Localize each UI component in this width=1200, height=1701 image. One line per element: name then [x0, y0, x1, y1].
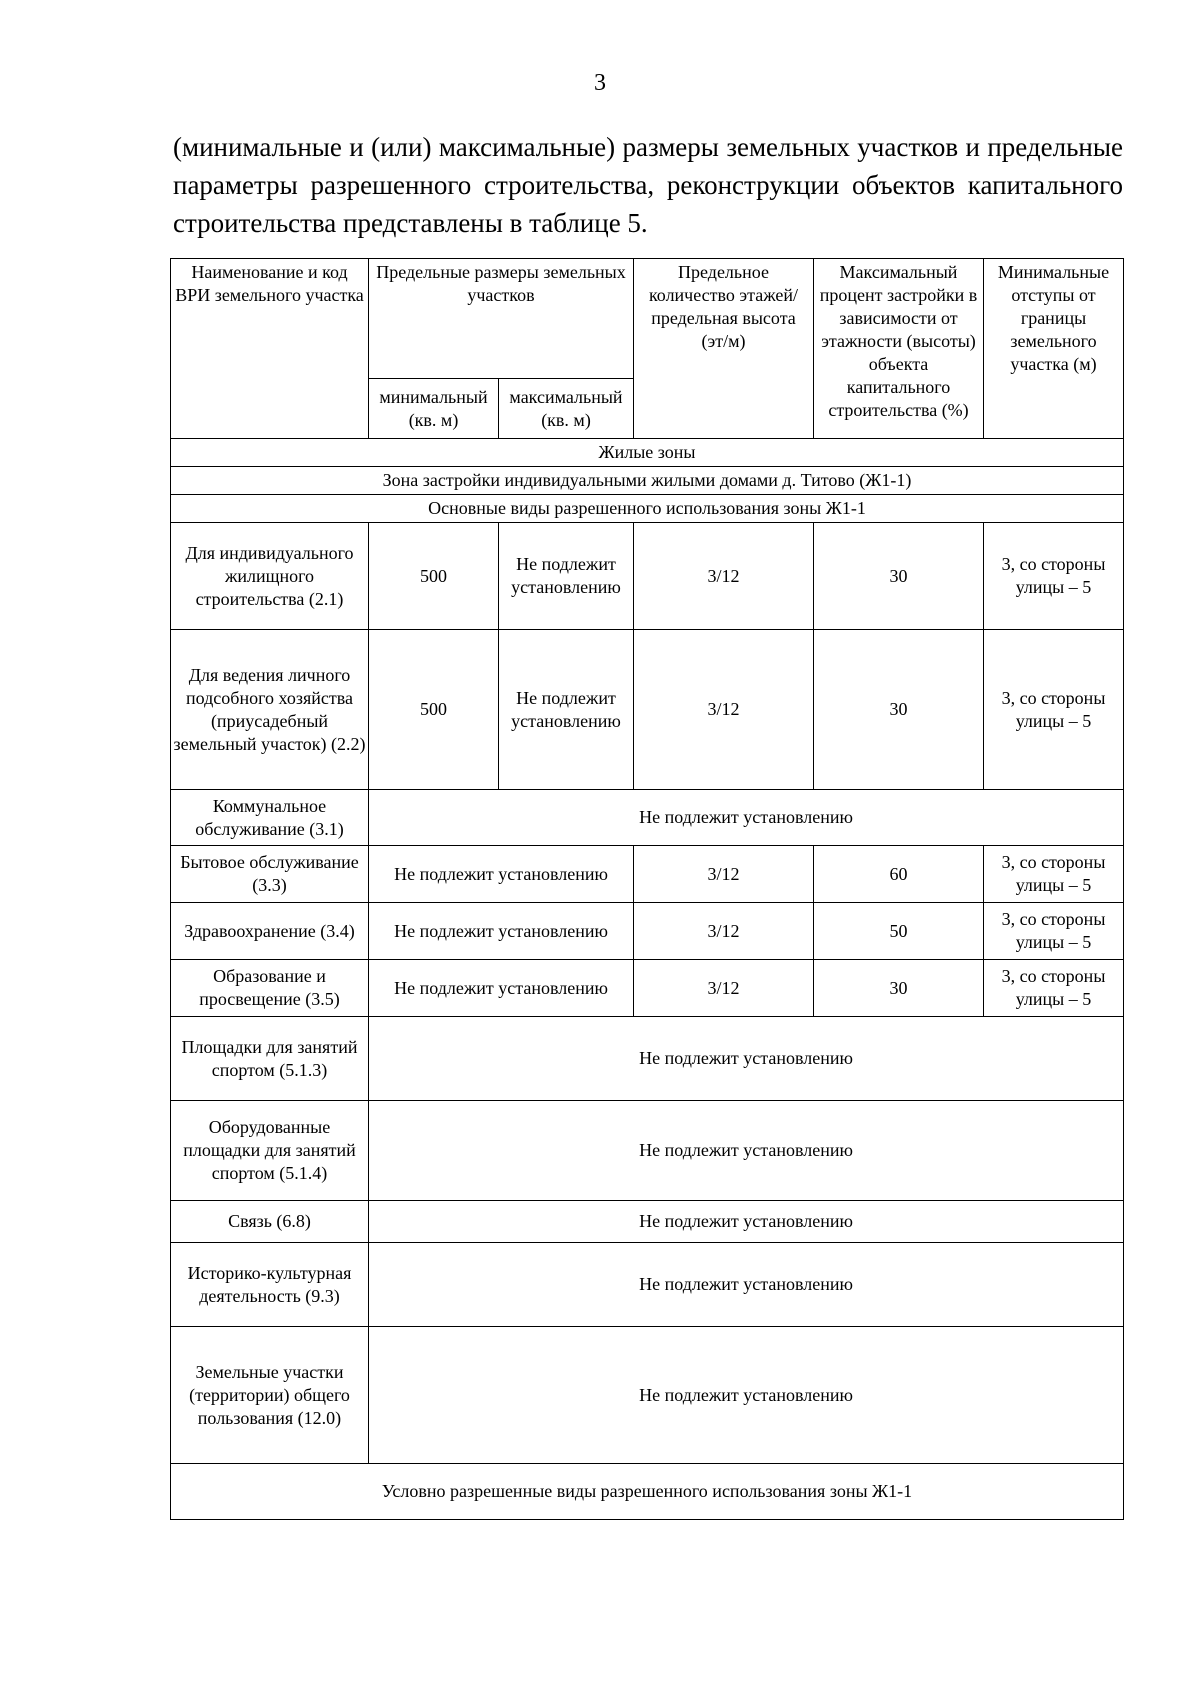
table-row [171, 1327, 1124, 1464]
floors-height: 3/12 [634, 846, 814, 903]
table-row [171, 790, 1124, 846]
use-name: Связь (6.8) [171, 1201, 369, 1243]
table-row [171, 903, 1124, 960]
zone-title: Зона застройки индивидуальными жилыми домами д. Титово (Ж1-1) [171, 467, 1124, 495]
sizes-value: Не подлежит установлению [369, 846, 634, 903]
floors-height: 3/12 [634, 903, 814, 960]
use-name: Оборудованные площадки для занятий спортом (5.1.4) [171, 1101, 369, 1201]
header-floors: Предельное количество этажей/ предельная высота (эт/м) [634, 259, 814, 439]
zone-group-title: Жилые зоны [171, 439, 1124, 467]
merged-value: Не подлежит установлению [369, 1017, 1124, 1101]
main-uses-title: Основные виды разрешенного использования зоны Ж1-1 [171, 495, 1124, 523]
table-row [171, 846, 1124, 903]
land-use-table [170, 258, 1124, 1520]
coverage-percent: 30 [814, 630, 984, 790]
setback: 3, со стороны улицы – 5 [984, 960, 1124, 1017]
floors-height: 3/12 [634, 960, 814, 1017]
coverage-percent: 50 [814, 903, 984, 960]
setback: 3, со стороны улицы – 5 [984, 630, 1124, 790]
min-size: 500 [369, 630, 499, 790]
use-name: Площадки для занятий спортом (5.1.3) [171, 1017, 369, 1101]
setback: 3, со стороны улицы – 5 [984, 903, 1124, 960]
merged-value: Не подлежит установлению [369, 790, 1124, 846]
header-sizes: Предельные размеры земельных участков [369, 259, 634, 379]
max-size: Не подлежит установлению [499, 630, 634, 790]
use-name: Историко-культурная деятельность (9.3) [171, 1243, 369, 1327]
use-name: Здравоохранение (3.4) [171, 903, 369, 960]
sizes-value: Не подлежит установлению [369, 903, 634, 960]
max-size: Не подлежит установлению [499, 523, 634, 630]
floors-height: 3/12 [634, 523, 814, 630]
table-row [171, 1017, 1124, 1101]
use-name: Образование и просвещение (3.5) [171, 960, 369, 1017]
coverage-percent: 30 [814, 523, 984, 630]
use-name: Для ведения личного подсобного хозяйства (приусадебный земельный участок) (2.2) [171, 630, 369, 790]
setback: 3, со стороны улицы – 5 [984, 523, 1124, 630]
setback: 3, со стороны улицы – 5 [984, 846, 1124, 903]
use-name: Бытовое обслуживание (3.3) [171, 846, 369, 903]
intro-paragraph: (минимальные и (или) максимальные) размеры земельных участков и предельные параметры разрешенного строительства, реконструкции объектов капитального строительства представлены в таблице 5. [173, 132, 1123, 238]
page-number: 3 [594, 70, 606, 96]
table-row [171, 960, 1124, 1017]
min-size: 500 [369, 523, 499, 630]
header-coverage: Максимальный процент застройки в зависимости от этажности (высоты) объекта капитального строительства (%) [814, 259, 984, 439]
merged-value: Не подлежит установлению [369, 1243, 1124, 1327]
table-row [171, 1201, 1124, 1243]
header-name: Наименование и код ВРИ земельного участка [171, 259, 369, 439]
table-row [171, 1243, 1124, 1327]
merged-value: Не подлежит установлению [369, 1101, 1124, 1201]
coverage-percent: 60 [814, 846, 984, 903]
use-name: Для индивидуального жилищного строительства (2.1) [171, 523, 369, 630]
use-name: Коммунальное обслуживание (3.1) [171, 790, 369, 846]
merged-value: Не подлежит установлению [369, 1201, 1124, 1243]
header-min: минимальный (кв. м) [369, 379, 499, 439]
header-max: максимальный (кв. м) [499, 379, 634, 439]
use-name: Земельные участки (территории) общего пользования (12.0) [171, 1327, 369, 1464]
sizes-value: Не подлежит установлению [369, 960, 634, 1017]
table-row [171, 523, 1124, 630]
conditional-uses-title: Условно разрешенные виды разрешенного использования зоны Ж1-1 [171, 1464, 1124, 1520]
floors-height: 3/12 [634, 630, 814, 790]
merged-value: Не подлежит установлению [369, 1327, 1124, 1464]
table-row [171, 630, 1124, 790]
coverage-percent: 30 [814, 960, 984, 1017]
table-row [171, 1101, 1124, 1201]
header-setbacks: Минимальные отступы от границы земельного участка (м) [984, 259, 1124, 439]
